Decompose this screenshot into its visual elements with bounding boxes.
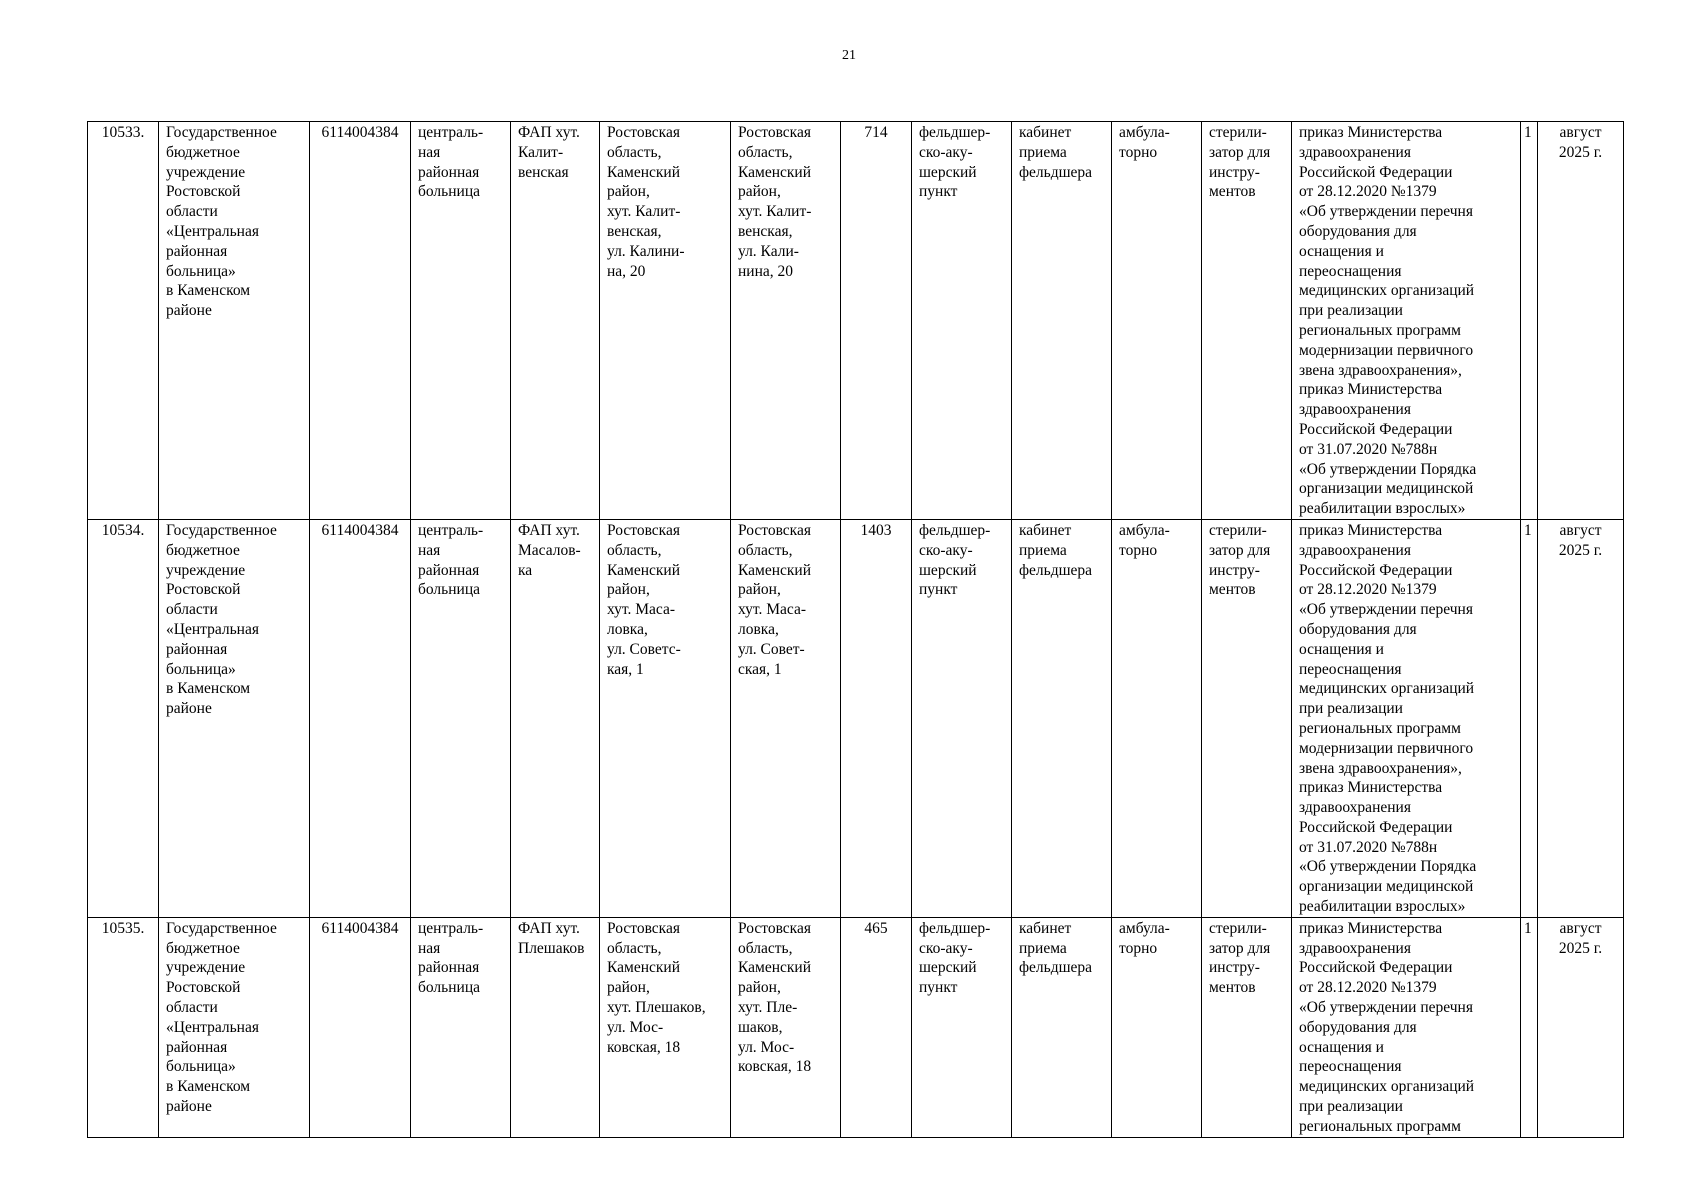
cell-care-form: амбула- торно: [1112, 519, 1202, 917]
cell-quantity: 1: [1521, 122, 1538, 520]
cell-inn: 6114004384: [310, 519, 411, 917]
cell-room: кабинет приема фельдшера: [1012, 519, 1112, 917]
cell-unit: ФАП хут. Масалов- ка: [511, 519, 600, 917]
page-number: 21: [842, 48, 856, 63]
cell-organization: Государственное бюджетное учреждение Ростовской области «Центральная районная больница» в Каменском районе: [159, 122, 310, 520]
cell-address: Ростовская область, Каменский район, хут. Плешаков, ул. Мос- ковская, 18: [600, 917, 731, 1137]
cell-care-form: амбула- торно: [1112, 122, 1202, 520]
cell-address-actual: Ростовская область, Каменский район, хут. Калит- венская, ул. Кали- нина, 20: [731, 122, 841, 520]
cell-unit: ФАП хут. Калит- венская: [511, 122, 600, 520]
cell-population: 714: [841, 122, 912, 520]
cell-date: август 2025 г.: [1538, 519, 1624, 917]
cell-quantity: 1: [1521, 917, 1538, 1137]
cell-unit: ФАП хут. Плешаков: [511, 917, 600, 1137]
cell-organization: Государственное бюджетное учреждение Ростовской области «Центральная районная больница» в Каменском районе: [159, 519, 310, 917]
cell-legal-basis: приказ Министерства здравоохранения Российской Федерации от 28.12.2020 №1379 «Об утверждении перечня оборудования для оснащения и переоснащения медицинских организаций при реализации региональных программ модернизации первичного звена здравоохранения», приказ Министерства здравоохранения Российской Федерации от 31.07.2020 №788н «Об утверждении Порядка организации медицинской реабилитации взрослых»: [1292, 122, 1521, 520]
cell-room: кабинет приема фельдшера: [1012, 917, 1112, 1137]
cell-number: 10533.: [88, 122, 159, 520]
cell-address-actual: Ростовская область, Каменский район, хут. Пле- шаков, ул. Мос- ковская, 18: [731, 917, 841, 1137]
cell-address: Ростовская область, Каменский район, хут. Маса- ловка, ул. Советс- кая, 1: [600, 519, 731, 917]
cell-subdivision: фельдшер- ско-аку- шерский пункт: [912, 917, 1012, 1137]
table-row: [88, 519, 1624, 917]
cell-date: август 2025 г.: [1538, 917, 1624, 1137]
cell-subdivision: фельдшер- ско-аку- шерский пункт: [912, 122, 1012, 520]
cell-org-type: централь- ная районная больница: [411, 122, 511, 520]
cell-inn: 6114004384: [310, 122, 411, 520]
cell-inn: 6114004384: [310, 917, 411, 1137]
cell-number: 10534.: [88, 519, 159, 917]
cell-room: кабинет приема фельдшера: [1012, 122, 1112, 520]
cell-population: 1403: [841, 519, 912, 917]
cell-equipment: стерили- затор для инстру- ментов: [1202, 519, 1292, 917]
cell-address-actual: Ростовская область, Каменский район, хут. Маса- ловка, ул. Совет- ская, 1: [731, 519, 841, 917]
cell-org-type: централь- ная районная больница: [411, 519, 511, 917]
cell-number: 10535.: [88, 917, 159, 1137]
cell-legal-basis: приказ Министерства здравоохранения Российской Федерации от 28.12.2020 №1379 «Об утверждении перечня оборудования для оснащения и переоснащения медицинских организаций при реализации региональных программ: [1292, 917, 1521, 1137]
table-row: [88, 122, 1624, 520]
cell-subdivision: фельдшер- ско-аку- шерский пункт: [912, 519, 1012, 917]
cell-equipment: стерили- затор для инстру- ментов: [1202, 122, 1292, 520]
cell-org-type: централь- ная районная больница: [411, 917, 511, 1137]
cell-date: август 2025 г.: [1538, 122, 1624, 520]
equipment-table: [87, 121, 1624, 1138]
cell-address: Ростовская область, Каменский район, хут. Калит- венская, ул. Калини- на, 20: [600, 122, 731, 520]
table-row: [88, 917, 1624, 1137]
cell-organization: Государственное бюджетное учреждение Ростовской области «Центральная районная больница» в Каменском районе: [159, 917, 310, 1137]
cell-equipment: стерили- затор для инстру- ментов: [1202, 917, 1292, 1137]
cell-legal-basis: приказ Министерства здравоохранения Российской Федерации от 28.12.2020 №1379 «Об утверждении перечня оборудования для оснащения и переоснащения медицинских организаций при реализации региональных программ модернизации первичного звена здравоохранения», приказ Министерства здравоохранения Российской Федерации от 31.07.2020 №788н «Об утверждении Порядка организации медицинской реабилитации взрослых»: [1292, 519, 1521, 917]
cell-quantity: 1: [1521, 519, 1538, 917]
cell-population: 465: [841, 917, 912, 1137]
cell-care-form: амбула- торно: [1112, 917, 1202, 1137]
